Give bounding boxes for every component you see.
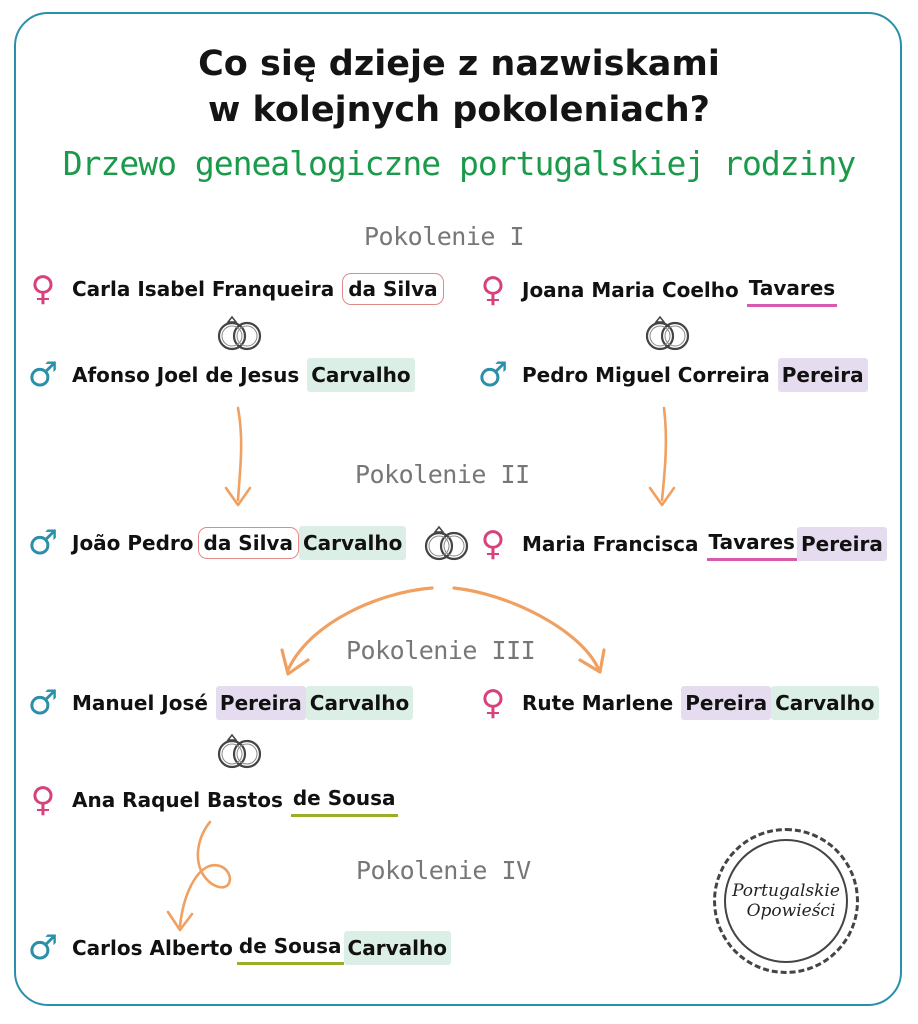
surname-da-silva: da Silva [198, 527, 299, 559]
female-icon: ♀ [30, 269, 56, 309]
given-names: Ana Raquel Bastos [72, 787, 283, 812]
given-names: Pedro Miguel Correira [522, 363, 770, 387]
surname-tavares: Tavares [707, 526, 797, 561]
surname-tavares: Tavares [747, 272, 837, 307]
surname-da-silva: da Silva [342, 273, 443, 305]
logo-text-line1: Portugalskie [732, 881, 840, 901]
surname-de-sousa: de Sousa [237, 930, 344, 965]
female-icon: ♀ [480, 269, 506, 310]
surname-carvalho: Carvalho [344, 931, 451, 965]
arrow-afonso-to-joao [226, 408, 250, 505]
logo-text-line2: Opowieści [746, 901, 836, 921]
surname-de-sousa: de Sousa [291, 782, 398, 817]
given-names: Manuel José [72, 691, 208, 715]
male-icon: ♂ [27, 523, 59, 563]
generation-label-4: Pokolenie IV [356, 856, 531, 885]
female-icon: ♀ [480, 523, 506, 564]
arrow-to-rute [454, 588, 604, 672]
female-icon: ♀ [480, 683, 506, 723]
surname-pereira: Pereira [797, 527, 887, 561]
male-icon: ♂ [27, 927, 59, 968]
given-names: João Pedro [72, 531, 194, 555]
male-icon: ♂ [27, 683, 59, 723]
generation-label-1: Pokolenie I [364, 222, 525, 251]
female-icon: ♀ [30, 779, 56, 820]
surname-pereira: Pereira [216, 686, 306, 720]
surname-carvalho: Carvalho [299, 526, 406, 560]
generation-label-3: Pokolenie III [346, 636, 536, 665]
male-icon: ♂ [477, 355, 509, 395]
surname-carvalho: Carvalho [771, 686, 878, 720]
given-names: Rute Marlene [522, 691, 674, 715]
given-names: Carlos Alberto [72, 935, 233, 960]
given-names: Afonso Joel de Jesus [72, 363, 300, 387]
arrow-to-manuel [282, 588, 432, 674]
surname-carvalho: Carvalho [307, 358, 414, 392]
arrow-pedro-to-maria [650, 408, 674, 505]
title-line1: Co się dzieje z nazwiskami [198, 44, 720, 84]
surname-pereira: Pereira [681, 686, 771, 720]
generation-label-2: Pokolenie II [355, 460, 530, 489]
surname-pereira: Pereira [778, 358, 868, 392]
title-line2: w kolejnych pokoleniach? [208, 90, 710, 130]
arrow-ana-to-carlos [168, 822, 230, 930]
surname-carvalho: Carvalho [306, 686, 413, 720]
logo-portugalskie-opowiesci [713, 828, 859, 974]
given-names: Carla Isabel Franqueira [72, 277, 335, 301]
subtitle: Drzewo genealogiczne portugalskiej rodziny [62, 144, 856, 183]
male-icon: ♂ [27, 355, 59, 395]
given-names: Joana Maria Coelho [522, 277, 739, 302]
given-names: Maria Francisca [522, 531, 699, 556]
